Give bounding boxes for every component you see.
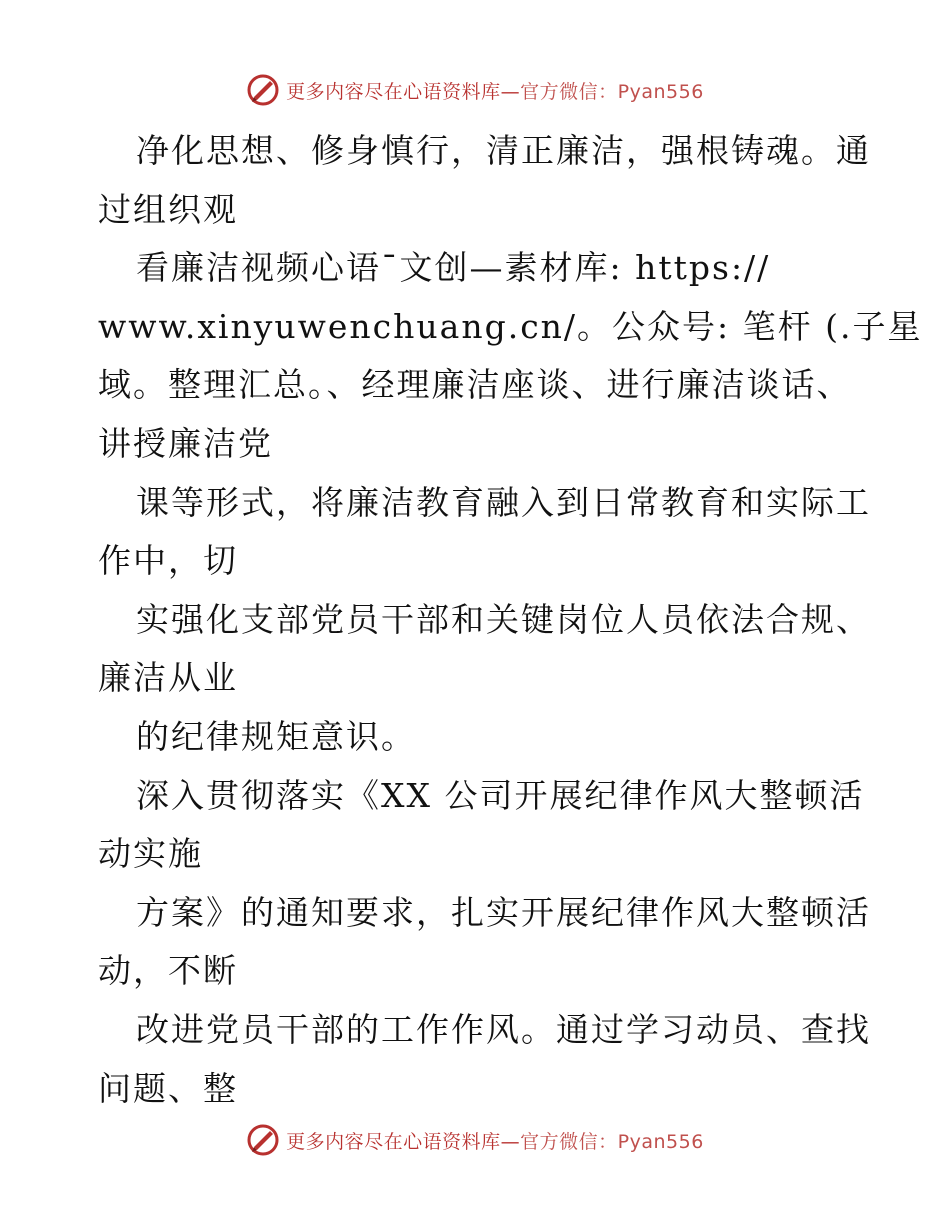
body-line: 深入贯彻落实《XX 公司开展纪律作风大整顿活 [136,775,865,815]
footer-separator: — [500,1130,521,1153]
header-separator: — [500,80,521,103]
body-line: 动，不断 [98,951,238,991]
body-line: 廉洁从业 [98,658,238,698]
footer-banner [0,1120,950,1160]
body-line: 动实施 [98,834,203,874]
pen-logo-icon [246,1123,280,1157]
footer-promo-text: 更多内容尽在心语资料库 [286,1130,501,1153]
body-line: 实强化支部党员干部和关键岗位人员依法合规、 [136,599,871,639]
footer-promo [286,1127,704,1154]
body-line: 作中，切 [98,541,238,581]
body-line: 看廉洁视频心语¯文创—素材库: https:// [136,248,771,288]
body-line: 方案》的通知要求，扎实开展纪律作风大整顿活 [136,892,871,932]
body-line: 课等形式，将廉洁教育融入到日常教育和实际工 [136,482,871,522]
body-line: 改进党员干部的工作作风。通过学习动员、查找 [136,1009,871,1049]
body-line: www.xinyuwenchuang.cn/。公众号: 笔杆 (.子星 [98,306,923,346]
body-line: 过组织观 [98,189,238,229]
document-body [98,122,923,1118]
body-line: 讲授廉洁党 [98,423,273,463]
footer-wechat-label: 官方微信：Pyan556 [520,1130,704,1153]
body-line: 域。整理汇总。、经理廉洁座谈、进行廉洁谈话、 [98,365,852,405]
body-line: 问题、整 [98,1068,238,1108]
body-line: 净化思想、修身慎行，清正廉洁，强根铸魂。通 [136,131,871,170]
header-banner [0,70,950,110]
header-promo [286,77,704,104]
pen-logo-icon [246,73,280,107]
header-wechat-label: 官方微信：Pyan556 [520,80,704,103]
header-promo-text: 更多内容尽在心语资料库 [286,80,501,103]
body-line: 的纪律规矩意识。 [136,716,416,756]
